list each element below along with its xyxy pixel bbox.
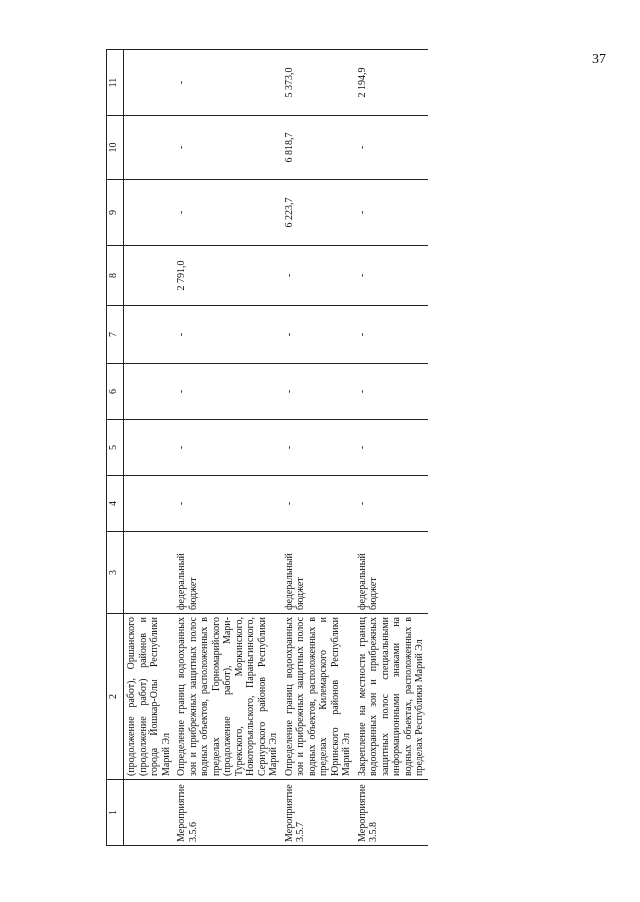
page-number: 37 bbox=[592, 52, 606, 67]
value-cell bbox=[124, 364, 175, 420]
value-cell: - bbox=[174, 420, 282, 476]
value-cell: - bbox=[174, 180, 282, 246]
column-header: 5 bbox=[107, 420, 124, 476]
funding-source-cell: федеральный бюджет bbox=[174, 532, 282, 614]
value-cell: - bbox=[282, 306, 355, 364]
value-cell bbox=[124, 180, 175, 246]
value-cell bbox=[124, 246, 175, 306]
value-cell: - bbox=[355, 420, 428, 476]
value-cell bbox=[124, 50, 175, 116]
table-row bbox=[282, 50, 355, 846]
value-cell bbox=[124, 476, 175, 532]
column-header: 11 bbox=[107, 50, 124, 116]
table-row bbox=[124, 50, 175, 846]
value-cell: - bbox=[355, 306, 428, 364]
description-cell: Определение границ водоохранных зон и прибрежных защитных полос водных объектов, расположенных в пределах Килемарского и Юринского районов Республики Марий Эл bbox=[282, 614, 355, 780]
event-cell bbox=[124, 780, 175, 846]
value-cell: - bbox=[282, 476, 355, 532]
value-cell: - bbox=[282, 364, 355, 420]
column-header: 10 bbox=[107, 116, 124, 180]
value-cell: - bbox=[355, 180, 428, 246]
funding-source-cell: федеральный бюджет bbox=[282, 532, 355, 614]
value-cell: 5 373,0 bbox=[282, 50, 355, 116]
event-cell: Мероприятие 3.5.7 bbox=[282, 780, 355, 846]
value-cell: - bbox=[355, 116, 428, 180]
value-cell: - bbox=[355, 476, 428, 532]
event-cell: Мероприятие 3.5.6 bbox=[174, 780, 282, 846]
value-cell: - bbox=[174, 364, 282, 420]
column-header: 3 bbox=[107, 532, 124, 614]
rotated-table-container bbox=[106, 50, 592, 846]
description-cell: Закрепление на местности границ водоохранных зон и прибрежных защитных полос специальными информационными знаками на водных объектах, расположенных в пределах Республики Марий Эл bbox=[355, 614, 428, 780]
budget-table bbox=[106, 49, 428, 846]
value-cell: - bbox=[174, 306, 282, 364]
value-cell: - bbox=[174, 116, 282, 180]
description-cell: (продолжение работ), Оршанского (продолжение работ) районов и города Йошкар-Олы Республики Марий Эл bbox=[124, 614, 175, 780]
value-cell: - bbox=[174, 476, 282, 532]
value-cell bbox=[124, 306, 175, 364]
column-header: 6 bbox=[107, 364, 124, 420]
value-cell: 6 818,7 bbox=[282, 116, 355, 180]
description-cell: Определение границ водоохранных зон и прибрежных защитных полос водных объектов, расположенных в пределах Горномарийского (продолжение работ), Мари-Турекского, Моркинского, Новоторъяльского, Параньгинского, Сернурского районов Республики Марий Эл bbox=[174, 614, 282, 780]
column-header: 9 bbox=[107, 180, 124, 246]
column-header: 4 bbox=[107, 476, 124, 532]
value-cell bbox=[124, 116, 175, 180]
value-cell: 2 791,0 bbox=[174, 246, 282, 306]
value-cell: 6 223,7 bbox=[282, 180, 355, 246]
funding-source-cell: федеральный бюджет bbox=[355, 532, 428, 614]
column-header: 1 bbox=[107, 780, 124, 846]
value-cell: - bbox=[174, 50, 282, 116]
header-row bbox=[107, 50, 124, 846]
column-header: 8 bbox=[107, 246, 124, 306]
column-header: 2 bbox=[107, 614, 124, 780]
event-cell: Мероприятие 3.5.8 bbox=[355, 780, 428, 846]
value-cell: - bbox=[355, 364, 428, 420]
value-cell: - bbox=[282, 420, 355, 476]
table-row bbox=[355, 50, 428, 846]
value-cell: - bbox=[282, 246, 355, 306]
value-cell: - bbox=[355, 246, 428, 306]
column-header: 7 bbox=[107, 306, 124, 364]
funding-source-cell bbox=[124, 532, 175, 614]
value-cell bbox=[124, 420, 175, 476]
value-cell: 2 194,9 bbox=[355, 50, 428, 116]
table-row bbox=[174, 50, 282, 846]
